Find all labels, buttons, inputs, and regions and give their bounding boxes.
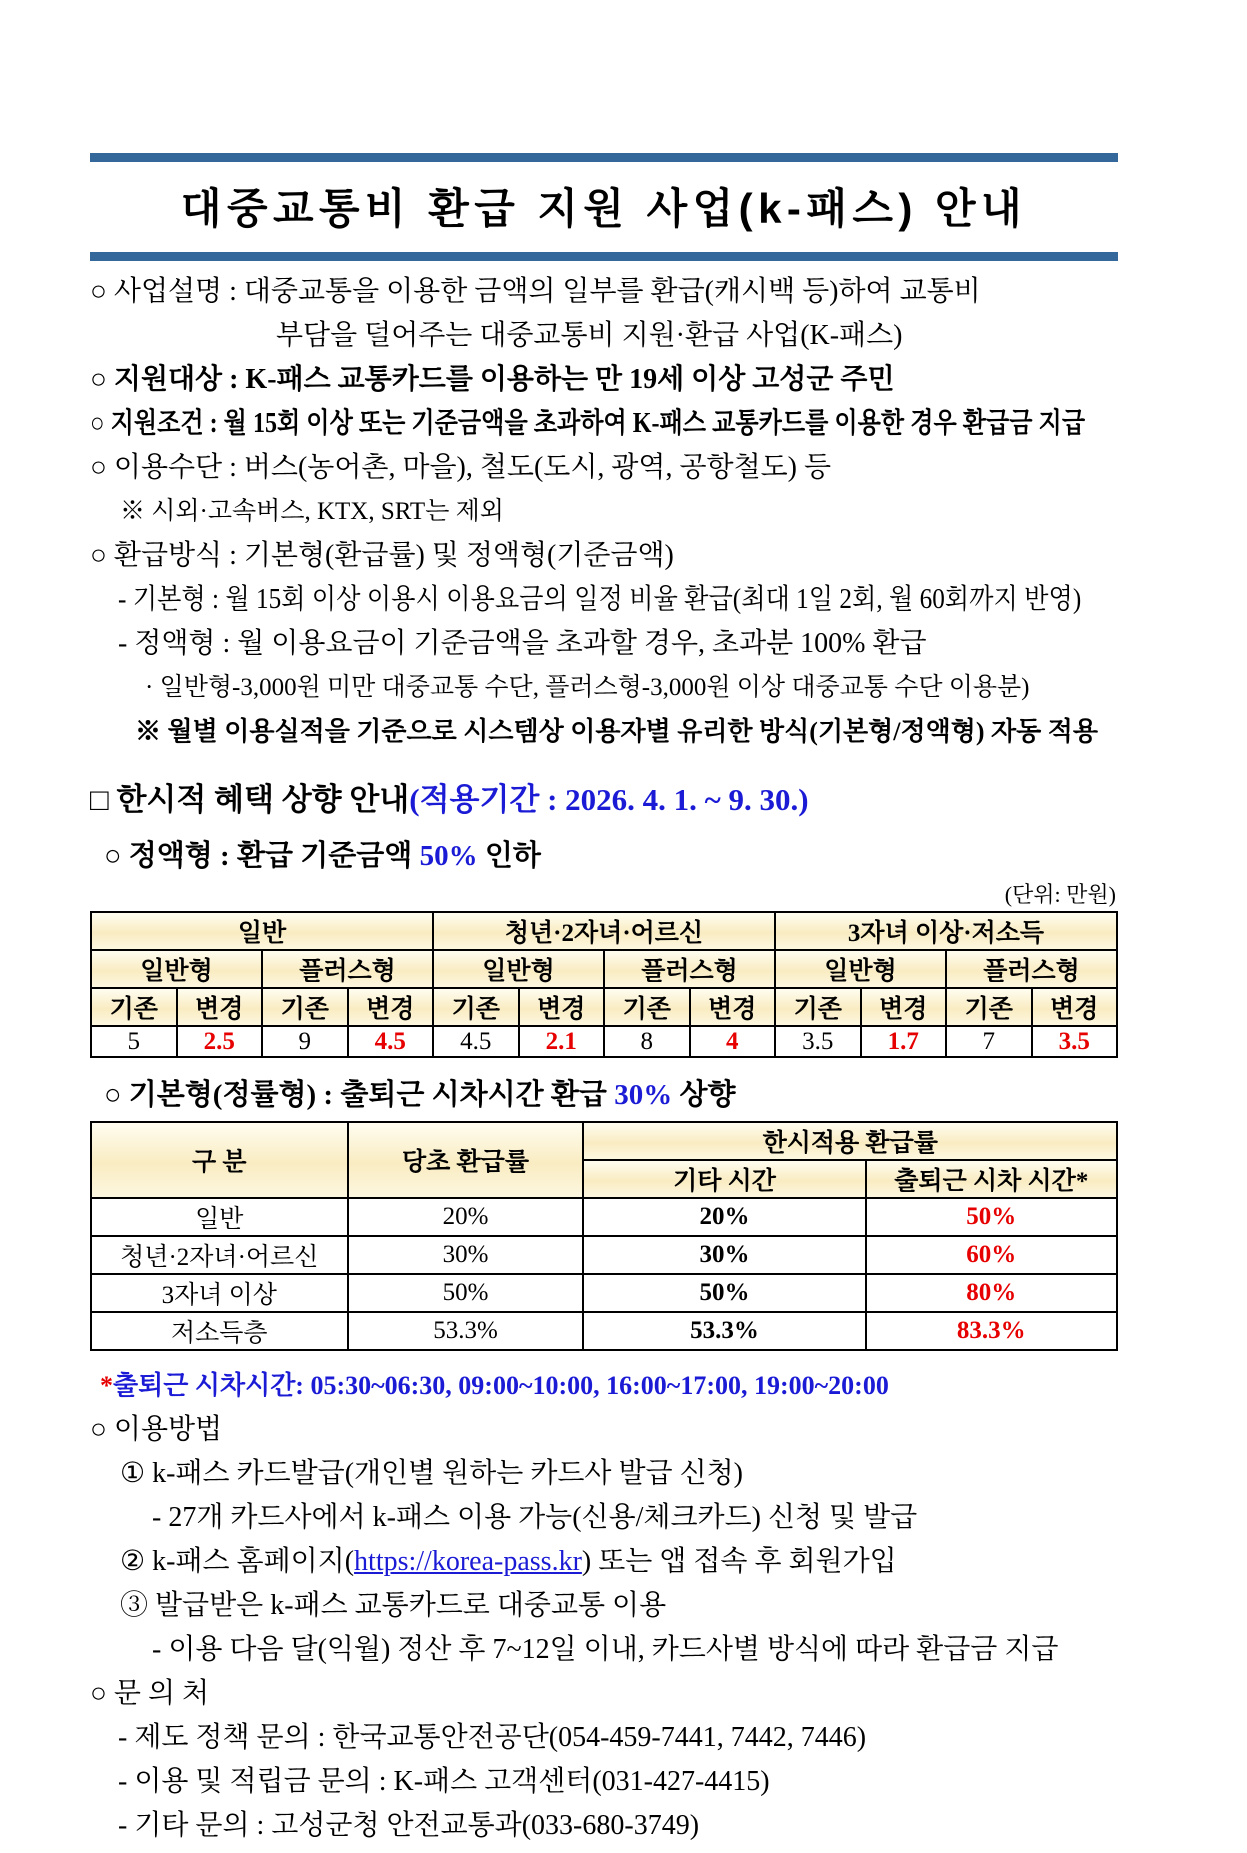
- table1-value-cell: 3.5: [775, 1026, 861, 1057]
- table2-row-lowincome: [91, 1312, 1117, 1350]
- table2-base-cell: 53.3%: [348, 1312, 584, 1350]
- limited-benefit-period: (적용기간 : 2026. 4. 1. ~ 9. 30.): [409, 782, 809, 817]
- table1-type-cell: 일반형: [775, 950, 946, 988]
- commute-time-footnote: [100, 1365, 1118, 1402]
- table1-col-old: 기존: [91, 988, 177, 1026]
- table2-commute-cell: 83.3%: [866, 1312, 1117, 1350]
- table1-col-new: 변경: [690, 988, 776, 1026]
- intro-fixed-type: - 정액형 : 월 이용요금이 기준금액을 초과할 경우, 초과분 100% 환급: [118, 628, 927, 659]
- table1-col-old: 기존: [604, 988, 690, 1026]
- table1-col-new: 변경: [519, 988, 605, 1026]
- table2-base-cell: 30%: [348, 1236, 584, 1274]
- table2-row-label: 일반: [91, 1198, 348, 1236]
- table1-type-cell: 플러스형: [604, 950, 775, 988]
- table2-row-youth: [91, 1236, 1117, 1274]
- intro-target: ○ 지원대상 : K-패스 교통카드를 이용하는 만 19세 이상 고성군 주민: [90, 364, 895, 395]
- intro-transport-note: ※ 시외·고속버스, KTX, SRT는 제외: [120, 498, 504, 525]
- footnote-text: 출퇴근 시차시간: 05:30~06:30, 09:00~10:00, 16:00~17:00, 19:00~20:00: [113, 1371, 889, 1400]
- footnote-asterisk: *: [100, 1371, 113, 1400]
- table1-type-cell: 일반형: [433, 950, 604, 988]
- table1-value-cell: 2.1: [519, 1026, 605, 1057]
- fixed-type-suffix: 인하: [477, 840, 541, 872]
- table1-value-cell: 2.5: [177, 1026, 263, 1057]
- table1-col-old: 기존: [775, 988, 861, 1026]
- table1-value-cell: 3.5: [1032, 1026, 1118, 1057]
- table2-commute-cell: 50%: [866, 1198, 1117, 1236]
- table1-type-cell: 일반형: [91, 950, 262, 988]
- table1-value-cell: 4: [690, 1026, 776, 1057]
- table1-value-cell: 4.5: [433, 1026, 519, 1057]
- intro-transport: ○ 이용수단 : 버스(농어촌, 마을), 철도(도시, 광역, 공항철도) 등: [90, 452, 832, 483]
- table2-base-cell: 20%: [348, 1198, 584, 1236]
- table1-col-new: 변경: [348, 988, 434, 1026]
- table2-header-commute-time: 출퇴근 시차 시간*: [866, 1160, 1117, 1198]
- table1-col-old: 기존: [262, 988, 348, 1026]
- table1-col-row: [91, 988, 1117, 1026]
- contact-heading: ○ 문 의 처: [90, 1678, 210, 1709]
- usage-step2-pre: ② k-패스 홈페이지(: [120, 1546, 355, 1577]
- table2-other-cell: 20%: [583, 1198, 865, 1236]
- table2-header-row1: [91, 1122, 1117, 1160]
- table2-commute-cell: 80%: [866, 1274, 1117, 1312]
- table1-value-cell: 1.7: [861, 1026, 947, 1057]
- limited-benefit-heading: [90, 774, 1118, 819]
- table1-type-cell: 플러스형: [946, 950, 1117, 988]
- table1-value-cell: 7: [946, 1026, 1032, 1057]
- intro-condition-text: ○ 지원조건 : 월 15회 이상 또는 기준금액을 초과하여 K-패스 교통카드를 이용한 경우 환급금 지급: [90, 408, 1086, 439]
- basic-type-subheading: [90, 1072, 1118, 1113]
- contact-usage: - 이용 및 적립금 문의 : K-패스 고객센터(031-427-4415): [118, 1766, 770, 1797]
- table2-other-cell: 30%: [583, 1236, 865, 1274]
- korea-pass-link[interactable]: https://korea-pass.kr: [354, 1546, 582, 1577]
- table1-group-row: [91, 912, 1117, 950]
- intro-auto-note: ※ 월별 이용실적을 기준으로 시스템상 이용자별 유리한 방식(기본형/정액형) 자동 적용: [135, 717, 1098, 746]
- fixed-amount-table: [90, 911, 1118, 1058]
- table2-header-other-time: 기타 시간: [583, 1160, 865, 1198]
- refund-rate-table: [90, 1121, 1118, 1351]
- table2-header-base: 당초 환급률: [348, 1122, 584, 1198]
- basic-type-highlight: 30%: [614, 1079, 673, 1111]
- table2-header-limited: 한시적용 환급률: [583, 1122, 1117, 1160]
- contact-other: - 기타 문의 : 고성군청 안전교통과(033-680-3749): [118, 1810, 700, 1841]
- basic-type-suffix: 상향: [672, 1079, 736, 1111]
- intro-basic-type: [90, 583, 1118, 616]
- table1-type-cell: 플러스형: [262, 950, 433, 988]
- intro-refund-method: ○ 환급방식 : 기본형(환급률) 및 정액형(기준금액): [90, 540, 674, 571]
- title-rule-bottom: [90, 252, 1118, 261]
- table1-group-youth: 청년·2자녀·어르신: [433, 912, 775, 950]
- intro-business-desc-cont: 부담을 덜어주는 대중교통비 지원·환급 사업(K-패스): [276, 320, 903, 351]
- table1-value-cell: 5: [91, 1026, 177, 1057]
- table1-group-general: 일반: [91, 912, 433, 950]
- usage-step3-sub: - 이용 다음 달(익월) 정산 후 7~12일 이내, 카드사별 방식에 따라 환급금 지급: [152, 1634, 1059, 1665]
- usage-step1-sub: - 27개 카드사에서 k-패스 이용 가능(신용/체크카드) 신청 및 발급: [152, 1502, 918, 1533]
- usage-heading: ○ 이용방법: [90, 1414, 223, 1445]
- table1-value-row: [91, 1026, 1117, 1057]
- table1-col-new: 변경: [177, 988, 263, 1026]
- fixed-type-highlight: 50%: [419, 840, 478, 872]
- table2-other-cell: 50%: [583, 1274, 865, 1312]
- table1-col-old: 기존: [433, 988, 519, 1026]
- fixed-type-subheading: [90, 833, 1118, 874]
- usage-step2: [90, 1545, 1118, 1578]
- usage-step2-post: ) 또는 앱 접속 후 회원가입: [581, 1546, 897, 1577]
- table1-value-cell: 8: [604, 1026, 690, 1057]
- table2-row-label: 3자녀 이상: [91, 1274, 348, 1312]
- intro-fixed-type-detail: · 일반형-3,000원 미만 대중교통 수단, 플러스형-3,000원 이상 대중교통 수단 이용분): [145, 674, 1030, 701]
- intro-condition: [90, 407, 1118, 440]
- table1-type-row: [91, 950, 1117, 988]
- limited-benefit-heading-text: □ 한시적 혜택 상향 안내: [90, 782, 410, 817]
- table1-group-multichild: 3자녀 이상·저소득: [775, 912, 1117, 950]
- table2-commute-cell: 60%: [866, 1236, 1117, 1274]
- table1-value-cell: 9: [262, 1026, 348, 1057]
- table1-col-new: 변경: [861, 988, 947, 1026]
- table2-row-label: 청년·2자녀·어르신: [91, 1236, 348, 1274]
- table2-base-cell: 50%: [348, 1274, 584, 1312]
- table2-row-multichild: [91, 1274, 1117, 1312]
- table2-header-category: 구 분: [91, 1122, 348, 1198]
- table1-col-old: 기존: [946, 988, 1032, 1026]
- table2-other-cell: 53.3%: [583, 1312, 865, 1350]
- table2-row-label: 저소득층: [91, 1312, 348, 1350]
- document-content: [90, 0, 1118, 1853]
- title-rule-top: [90, 153, 1118, 162]
- table1-unit-label: (단위: 만원): [1004, 882, 1116, 907]
- page-title: 대중교통비 환급 지원 사업(k-패스) 안내: [180, 185, 1028, 232]
- table1-col-new: 변경: [1032, 988, 1118, 1026]
- fixed-type-prefix: ○ 정액형 : 환급 기준금액: [104, 840, 420, 872]
- contact-policy: - 제도 정책 문의 : 한국교통안전공단(054-459-7441, 7442, 7446): [118, 1722, 867, 1753]
- intro-business-desc: ○ 사업설명 : 대중교통을 이용한 금액의 일부를 환급(캐시백 등)하여 교통비: [90, 276, 981, 307]
- usage-step1: ① k-패스 카드발급(개인별 원하는 카드사 발급 신청): [120, 1458, 743, 1489]
- table2-row-general: [91, 1198, 1117, 1236]
- table1-value-cell: 4.5: [348, 1026, 434, 1057]
- usage-step3: ③ 발급받은 k-패스 교통카드로 대중교통 이용: [120, 1590, 667, 1621]
- basic-type-prefix: ○ 기본형(정률형) : 출퇴근 시차시간 환급: [104, 1079, 615, 1111]
- intro-basic-type-text: - 기본형 : 월 15회 이상 이용시 이용요금의 일정 비율 환급(최대 1일 2회, 월 60회까지 반영): [118, 584, 1082, 615]
